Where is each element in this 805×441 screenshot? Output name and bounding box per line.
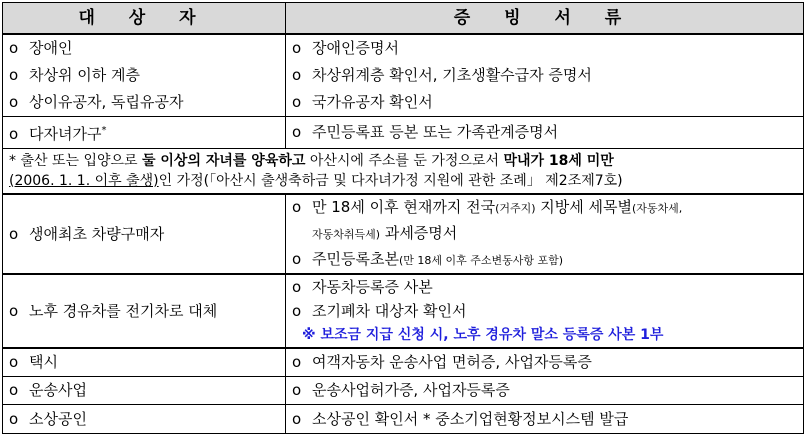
multichild-note: [3, 149, 804, 195]
docs-cell: [286, 377, 804, 405]
doc-small: (자동차세,: [632, 202, 683, 215]
table-row-oldcar: [3, 274, 804, 348]
bullet-icon: o: [9, 93, 19, 111]
doc-small: (만 18세 이후 주소변동사항 포함): [398, 254, 564, 267]
docs-cell: [286, 274, 804, 348]
target-cell: [3, 117, 286, 149]
table-row-smallbiz: [3, 405, 804, 434]
target-cell: [3, 405, 286, 434]
bullet-icon: o: [292, 123, 302, 141]
target-cell: [3, 348, 286, 377]
bullet-icon: o: [292, 302, 302, 320]
doc-text: 여객자동차 운송사업 면허증, 사업자등록증: [312, 353, 592, 371]
target-text: 택시: [29, 353, 58, 371]
table-row-taxi: [3, 348, 804, 377]
table-row-disabled: [3, 34, 804, 117]
note-bold: 둘 이상의 자녀를 양육하고: [142, 153, 306, 169]
docs-cell: [286, 194, 804, 274]
bullet-icon: o: [9, 409, 19, 428]
header-target: 대 상 자: [3, 3, 286, 35]
doc-small: (거주지): [495, 202, 536, 215]
docs-cell: [286, 117, 804, 149]
bullet-icon: o: [9, 39, 19, 57]
target-cell: [3, 34, 286, 117]
bullet-icon: o: [292, 381, 302, 399]
note-bold: 막내가 18세 미만: [503, 153, 614, 169]
doc-small: 자동차취득세): [312, 228, 381, 241]
doc-text: 자동차등록증 사본: [312, 278, 433, 296]
bullet-icon: o: [9, 66, 19, 84]
doc-text: 주민등록초본: [312, 250, 399, 268]
table-row-note: [3, 149, 804, 195]
note-text: 아산시에 주소를 둔 가정으로서: [305, 153, 504, 169]
bullet-icon: o: [9, 381, 19, 399]
table-row-multichild: [3, 117, 804, 149]
doc-text: 주민등록표 등본 또는 가족관계증명서: [312, 123, 559, 141]
target-text: 장애인: [29, 39, 73, 57]
doc-text: 차상위계층 확인서, 기초생활수급자 증명서: [312, 66, 592, 84]
bullet-icon: o: [292, 409, 302, 428]
target-text: 노후 경유차를 전기차로 대체: [29, 301, 218, 320]
target-text: 다자녀가구: [29, 125, 102, 143]
bullet-icon: o: [292, 250, 302, 268]
note-text: 인 가정(「아산시 출생축하금 및 다자녀가정 지원에 관한 조례」 제2조제7호): [158, 173, 623, 189]
bullet-icon: o: [9, 224, 19, 243]
target-cell: [3, 377, 286, 405]
doc-text: 소상공인 확인서 * 중소기업현황정보시스템 발급: [312, 409, 629, 428]
target-text: 소상공인: [29, 409, 87, 428]
header-documents: 증 빙 서 류: [286, 3, 804, 35]
doc-text: 운송사업허가증, 사업자등록증: [312, 381, 510, 399]
doc-text: 장애인증명서: [312, 39, 399, 57]
bullet-icon: o: [9, 353, 19, 371]
doc-text: 조기폐차 대상자 확인서: [312, 302, 467, 320]
footnote-mark: *: [101, 125, 107, 136]
doc-text: 국가유공자 확인서: [312, 93, 433, 111]
docs-cell: [286, 348, 804, 377]
table-row-transport: [3, 377, 804, 405]
target-cell: [3, 274, 286, 348]
table-header-row: [3, 3, 804, 35]
target-text: 생애최초 차량구매자: [29, 224, 165, 243]
subsidy-note: ※ 보조금 지급 신청 시, 노후 경유차 말소 등록증 사본 1부: [302, 327, 664, 343]
bullet-icon: o: [292, 198, 302, 216]
target-text: 운송사업: [29, 381, 87, 399]
bullet-icon: o: [9, 125, 19, 143]
target-cell: [3, 194, 286, 274]
doc-text: 과세증명서: [380, 224, 458, 242]
bullet-icon: o: [292, 93, 302, 111]
target-text: 차상위 이하 계층: [29, 66, 140, 84]
target-text: 상이유공자, 독립유공자: [29, 93, 184, 111]
docs-cell: [286, 34, 804, 117]
table-row-firstcar: [3, 194, 804, 274]
bullet-icon: o: [292, 39, 302, 57]
note-underline: (2006. 1. 1. 이후 출생): [9, 173, 159, 189]
bullet-icon: o: [9, 301, 19, 320]
doc-text: 지방세 세목별: [535, 198, 633, 216]
bullet-icon: o: [292, 353, 302, 371]
doc-text: 만 18세 이후 현재까지 전국: [312, 198, 496, 216]
docs-cell: [286, 405, 804, 434]
bullet-icon: o: [292, 278, 302, 296]
bullet-icon: o: [292, 66, 302, 84]
eligibility-table: [2, 2, 804, 434]
note-text: * 출산 또는 입양으로: [9, 153, 142, 169]
